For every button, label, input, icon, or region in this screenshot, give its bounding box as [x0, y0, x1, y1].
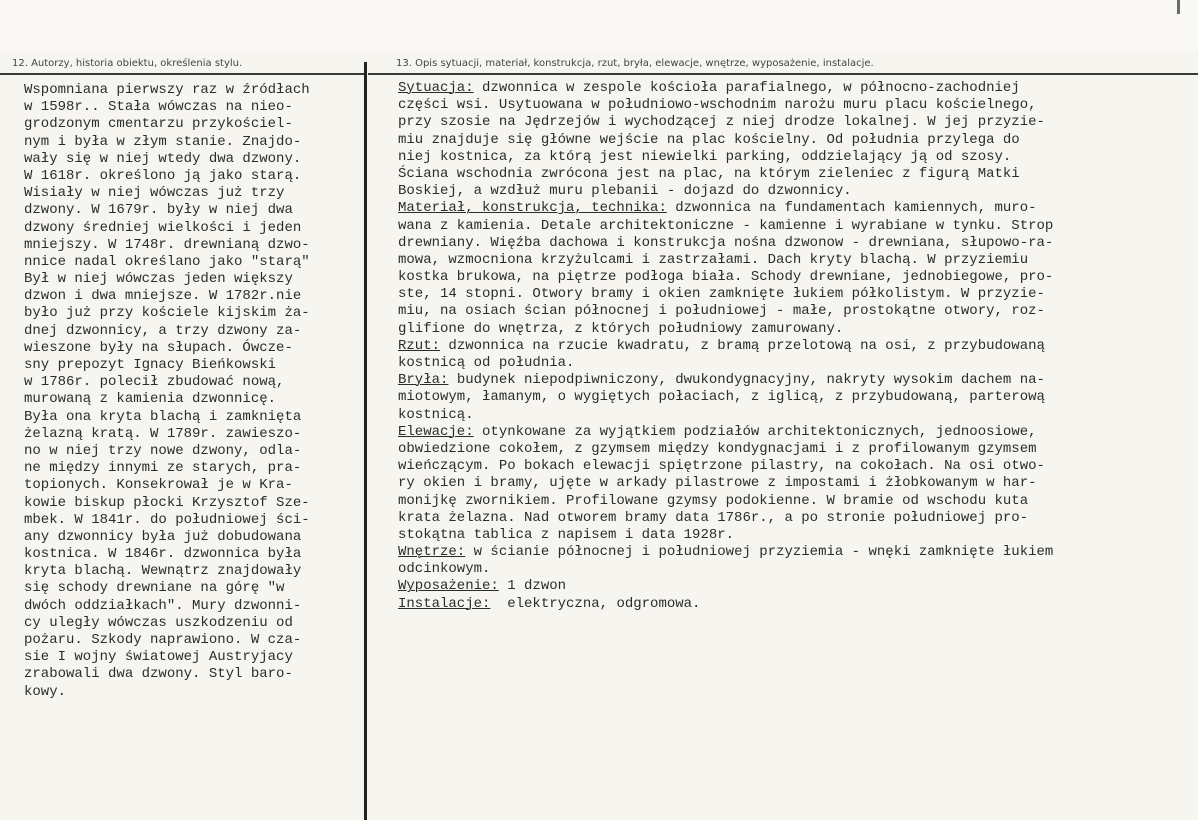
description-line	[398, 303, 1188, 320]
section-text: krata żelazna. Nad otworem bramy data 1786r., a po stronie południowej pro-	[398, 509, 1029, 526]
section-text: obwiedzione cokołem, z gzymsem między kondygnacjami i z profilowanym gzymsem	[398, 440, 1037, 457]
section-text: dzwonnica w zespole kościoła parafialnego, w północno-zachodniej	[473, 80, 1020, 96]
history-line: W 1618r. określono ją jako starą.	[24, 167, 302, 184]
history-line: dzwony. W 1679r. były w niej dwa	[24, 202, 293, 219]
history-line: kostnica. W 1846r. dzwonnica była	[24, 546, 302, 563]
history-line: w 1786r. polecił zbudować nową,	[24, 374, 285, 391]
description-line	[398, 132, 1188, 149]
description-line	[398, 475, 1188, 492]
history-line: w 1598r.. Stała wówczas na nieo-	[24, 99, 293, 116]
description-line	[398, 235, 1188, 252]
section-text: monijkę zwornikiem. Profilowane gzymsy podokienne. W bramie od wschodu kuta	[398, 492, 1029, 509]
section-text: kostnicą od południa.	[398, 355, 575, 371]
corner-mark	[1177, 0, 1180, 14]
section-heading: Rzut:	[398, 337, 441, 354]
history-line: sie I wojny światowej Austryjacy	[24, 649, 293, 666]
section-heading: Bryła:	[398, 372, 449, 389]
history-line: Była ona kryta blachą i zamknięta	[24, 408, 302, 425]
section-text: dzwonnica na rzucie kwadratu, z bramą przelotową na osi, z przybudowaną	[440, 337, 1045, 354]
description-line	[398, 458, 1188, 475]
history-text	[24, 82, 364, 701]
section-text: kostnicą.	[398, 406, 474, 423]
description-line	[398, 114, 1188, 131]
description-line	[398, 441, 1188, 458]
history-line: dwóch oddziałkach". Mury dzwonni-	[24, 597, 302, 614]
section-text: drewniany. Więźba dachowa i konstrukcja nośna dzwonow - drewniana, słupowo-ra-	[398, 234, 1054, 251]
section-text: Boskiej, a wzdłuż muru plebanii - dojazd do dzwonnicy.	[398, 183, 852, 200]
description-line	[398, 321, 1188, 338]
history-line: no w niej trzy nowe dzwony, odla-	[24, 442, 302, 459]
history-line: kowy.	[24, 683, 67, 700]
history-line: Wspomniana pierwszy raz w źródłach	[24, 82, 310, 98]
description-line	[398, 97, 1188, 114]
header-rule-left	[0, 73, 364, 75]
description-line	[398, 372, 1188, 389]
section-text: części wsi. Usytuowana w południowo-wschodnim narożu muru placu kościelnego,	[398, 97, 1037, 114]
description-text	[398, 80, 1188, 613]
history-line: nym i była w złym stanie. Znajdo-	[24, 133, 302, 150]
section-heading: Instalacje:	[398, 595, 491, 612]
section-text: dzwonnica na fundamentach kamiennych, muro-	[666, 200, 1037, 217]
history-line: Był w niej wówczas jeden większy	[24, 271, 293, 288]
history-line: mbek. W 1841r. do południowej ści-	[24, 511, 310, 528]
description-line	[398, 527, 1188, 544]
description-line	[398, 510, 1188, 527]
description-line	[398, 269, 1188, 286]
section-text: mowa, wzmocniona krzyżulcami i zastrzałami. Dach kryty blachą. W przyziemiu	[398, 251, 1029, 268]
section-text: wieńczącym. Po bokach elewacji spiętrzone pilastry, na cokołach. Na osi otwo-	[398, 458, 1045, 475]
history-line: topionych. Konsekrował je w Kra-	[24, 477, 293, 494]
section-text: glifione do wnętrza, z których południowy zamurowany.	[398, 320, 844, 337]
section-text: w ścianie północnej i południowej przyziemia - wnęki zamknięte łukiem	[465, 544, 1054, 561]
history-line: zrabowali dwa dzwony. Styl baro-	[24, 666, 293, 683]
description-line	[398, 355, 1188, 372]
history-line: pożaru. Szkody naprawiono. W cza-	[24, 632, 302, 648]
history-line: dzwon i dwa mniejsze. W 1782r.nie	[24, 288, 302, 305]
history-line: ne między innymi ze starych, pra-	[24, 460, 302, 477]
section-text: otynkowane za wyjątkiem podziałów architektonicznych, jednoosiowe,	[473, 423, 1037, 440]
section-heading: Materiał, konstrukcja, technika:	[398, 200, 667, 217]
history-line: kowie biskup płocki Krzysztof Sze-	[24, 494, 310, 511]
section-text: budynek niepodpiwniczony, dwukondygnacyjny, nakryty wysokim dachem na-	[448, 372, 1045, 389]
description-line	[398, 200, 1188, 217]
page-top-margin	[0, 0, 1198, 52]
section-heading: Elewacje:	[398, 423, 474, 440]
section-heading: Sytuacja:	[398, 80, 474, 96]
section-text: miotowym, łamanym, o wygiętych połaciach, z iglicą, z przybudowaną, parterową	[398, 389, 1045, 406]
history-line: dzwony średniej wielkości i jeden	[24, 219, 302, 236]
description-line	[398, 578, 1188, 595]
history-line: sny prepozyt Ignacy Bieńkowski	[24, 357, 277, 373]
description-line	[398, 596, 1188, 613]
section-text: niej kostnica, za którą jest niewielki parking, oddzielający ją od szosy.	[398, 148, 1012, 165]
description-line	[398, 561, 1188, 578]
description-line	[398, 218, 1188, 235]
section-text: odcinkowym.	[398, 561, 491, 578]
section-text: przy szosie na Jędrzejów i wychodzącej z niej drodze lokalnej. W jej przyzie-	[398, 114, 1045, 131]
description-line	[398, 183, 1188, 200]
history-line: dnej dzwonnicy, a trzy dzwony za-	[24, 322, 302, 339]
description-line	[398, 80, 1188, 97]
history-line: kryta blachą. Wewnątrz znajdowały	[24, 563, 302, 580]
history-line: cy uległy wówczas uszkodzeniu od	[24, 614, 293, 631]
description-line	[398, 149, 1188, 166]
column-divider	[364, 62, 367, 820]
section-heading: Wnętrze:	[398, 544, 466, 561]
description-line	[398, 338, 1188, 355]
history-line: wały się w niej wtedy dwa dzwony.	[24, 150, 302, 167]
description-line	[398, 166, 1188, 183]
section-heading: Wyposażenie:	[398, 578, 499, 595]
section-text: Ściana wschodnia zwrócona jest na plac, na którym zieleniec z figurą Matki	[398, 165, 1020, 182]
description-line	[398, 252, 1188, 269]
history-line: wieszone były na słupach. Ówcze-	[24, 339, 293, 356]
description-line	[398, 286, 1188, 303]
section-text: elektryczna, odgromowa.	[490, 595, 701, 612]
history-line: się schody drewniane na górę "w	[24, 580, 285, 597]
history-line: było już przy kościele kijskim ża-	[24, 305, 310, 322]
description-line	[398, 424, 1188, 441]
right-column-header: 13. Opis sytuacji, materiał, konstrukcja, rzut, bryła, elewacje, wnętrze, wyposażenie, instalacje.	[396, 58, 874, 69]
section-text: wana z kamienia. Detale architektoniczne - kamienne i wyrabiane w tynku. Strop	[398, 217, 1054, 234]
section-text: 1 dzwon	[498, 578, 567, 595]
section-text: ste, 14 stopni. Otwory bramy i okien zamknięte łukiem półkolistym. W przyzie-	[398, 286, 1045, 303]
description-line	[398, 493, 1188, 510]
section-text: miu, na osiach ścian północnej i południowej - małe, prostokątne otwory, roz-	[398, 303, 1045, 320]
history-line: any dzwonnicy była już dobudowana	[24, 528, 302, 545]
description-line	[398, 407, 1188, 424]
description-line	[398, 389, 1188, 406]
history-line: żelazną kratą. W 1789r. zawieszo-	[24, 425, 302, 442]
section-text: miu znajduje się główne wejście na plac kościelny. Od południa przylega do	[398, 131, 1020, 148]
left-column-header: 12. Autorzy, historia obiektu, określenia stylu.	[12, 58, 243, 69]
history-line: mniejszy. W 1748r. drewnianą dzwo-	[24, 236, 310, 253]
header-rule-right	[368, 73, 1198, 75]
history-line: grodzonym cmentarzu przykościel-	[24, 116, 293, 133]
history-line: Wisiały w niej wówczas już trzy	[24, 185, 285, 202]
history-line: murowaną z kamienia dzwonnicę.	[24, 391, 277, 408]
description-line	[398, 544, 1188, 561]
section-text: stokątna tablica z napisem i data 1928r.	[398, 526, 735, 543]
section-text: ry okien i bramy, ujęte w arkady pilastrowe z impostami i żłobkowanym w har-	[398, 475, 1037, 492]
history-line: nnice nadal określano jako "starą"	[24, 253, 310, 270]
section-text: kostka brukowa, na piętrze podłoga biała. Schody drewniane, jednobiegowe, pro-	[398, 269, 1054, 286]
